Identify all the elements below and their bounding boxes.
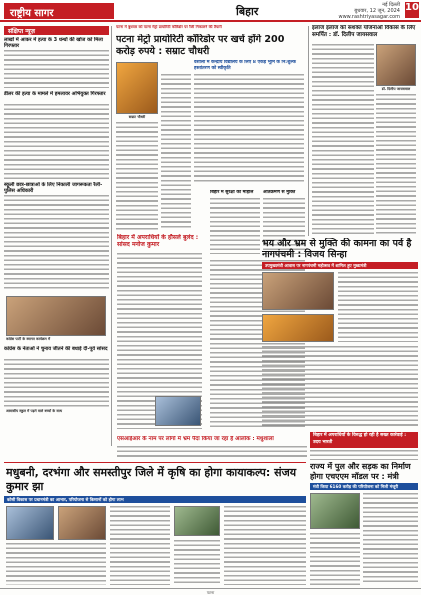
mid-headline-1: बिहार में अपराधियों के हौसले बुलंद : सांसद मनोज कुमार xyxy=(117,234,199,249)
right-headline: इलाज इलाज को सशक्त योजनाओं विकास के लिए समर्पित : डॉ. दिलीप जायसवाल xyxy=(312,25,416,38)
lead-article-col-2 xyxy=(161,74,191,230)
bottom-article-col-3 xyxy=(174,540,220,585)
feature-subhead: उपमुख्यमंत्री आवास पर नागपंचमी महोत्सव में शामिल हुए मुख्यमंत्री xyxy=(262,262,418,269)
bottom-article-col-1 xyxy=(6,543,106,585)
right-article-col-1 xyxy=(312,44,374,234)
mid-headline-3: बिहार में सुरक्षा का माहौल xyxy=(210,190,254,195)
feature-photo-2 xyxy=(262,314,334,342)
feature-photo-1 xyxy=(262,272,334,310)
website: www.rashtriyasagar.com xyxy=(338,14,400,20)
event-photo xyxy=(6,296,106,336)
bottom-photo-1 xyxy=(6,506,54,540)
page-number: 10 xyxy=(405,2,419,18)
left-article-4 xyxy=(4,359,109,407)
column-divider xyxy=(111,26,112,446)
right-photo xyxy=(376,44,416,86)
bottom-article-col-4 xyxy=(224,506,306,585)
masthead-info xyxy=(300,2,400,20)
banner-top-rule xyxy=(4,462,306,463)
right-article-col-2 xyxy=(376,94,416,234)
mid-article-2 xyxy=(117,446,307,460)
left-headline-4: कांग्रेस के नेताओं ने चुनाव जीतने की बधाई दी-पूर्व सांसद xyxy=(4,346,108,352)
left-article-3 xyxy=(4,195,109,291)
left-caption-1: कांग्रेस पार्टी के स्वागत कार्यक्रम में xyxy=(6,337,51,341)
lead-article-col-3 xyxy=(194,74,304,184)
bottom-photo-2 xyxy=(58,506,106,540)
lead-photo xyxy=(116,62,158,114)
feature-article-col-1 xyxy=(338,272,418,342)
mid-photo xyxy=(155,396,201,426)
right-bottom-photo xyxy=(310,493,360,529)
lead-article-col-1 xyxy=(116,122,158,230)
right-bottom-article-col-2 xyxy=(310,533,360,585)
left-headline-3: स्कूली छात्र-छात्राओं के लिए निकाली जागरूकता रैली-पुलिस अधिकारी xyxy=(4,182,103,194)
column-divider-right xyxy=(308,26,309,236)
lead-kicker: पटना में बुधवार को पटना मेट्रो प्रायोरिटी कॉरिडोर पर रैली निकालने की तैयारी xyxy=(116,25,222,29)
left-caption-2: आवासीय स्कूल में पढ़ने वाले बच्चों के साथ xyxy=(6,409,63,413)
right-bottom-subbar: मंत्री किया 6160 करोड़ की परियोजना को मिली मंजूरी xyxy=(310,483,418,490)
city: नई दिल्ली xyxy=(382,2,400,8)
left-article-1 xyxy=(4,50,109,88)
feature-headline: भय और भ्रम से मुक्ति की कामना का पर्व है नागपंचमी : विजय सिन्हा xyxy=(262,238,412,261)
date-line: बुधवार, 12 जून, 2024 xyxy=(354,8,400,14)
masthead xyxy=(0,0,421,22)
section-name: बिहार xyxy=(236,5,259,18)
paper-name: राष्ट्रीय सागर xyxy=(4,3,114,19)
page-footer: पटना xyxy=(0,588,421,595)
left-article-2 xyxy=(4,104,109,180)
mid-article-3 xyxy=(210,198,260,254)
left-headline-1: लाखों में आकर में हत्या के 3 धन्धोे की खोज को मिला गिरफ्तार xyxy=(4,37,103,49)
news-brief-header: संक्षिप्त न्यूज़ xyxy=(4,26,109,35)
lead-photo-caption: सम्राट चौधरी xyxy=(128,115,146,119)
right-redbar-article xyxy=(310,450,418,460)
mid-headline-4: अतिक्रमण से मुक्ति xyxy=(263,190,296,195)
right-bottom-article-col-1 xyxy=(363,493,418,585)
lead-headline: पटना मेट्रो प्रायोरिटी कॉरिडोर पर खर्च होंगे 200 करोड़ रुपये : सम्राट चौधरी xyxy=(116,34,285,57)
right-redbar: बिहार में अपराधियों के विरुद्ध हो रही है सख्त कार्रवाई : उदय भारती xyxy=(310,432,418,448)
lead-subhead: वैशाली में केन्द्रीय विद्यालय के लिए 8 एकड़ भूमि के नि:शुल्क हस्तांतरण को स्वीकृति xyxy=(194,60,296,71)
right-photo-caption: डॉ. दिलीप जायसवाल xyxy=(381,87,411,91)
bottom-photo-3 xyxy=(174,506,220,536)
bottom-banner-subbar: कोसी विकास पर प्रधानमंत्री का आभार, परियोजना से किसानों को होगा लाभ xyxy=(4,496,306,503)
left-headline-2: डीलर की हत्या के मामले में हमलावर अभियुक्त गिरफ्तार xyxy=(4,91,106,97)
right-bottom-headline: राज्य में पुल और सड़क का निर्माण होगा एचएएम मॉडल पर : मंत्री xyxy=(310,462,411,481)
bottom-banner-headline: मधुबनी, दरभंगा और समस्तीपुर जिले में कृषि का होगा कायाकल्प: संजय कुमार झा xyxy=(6,466,297,493)
feature-article-col-2 xyxy=(262,346,418,428)
mid-headline-2: एसआईआर के नाम पर लोगों में भ्रम पैदा किया जा रहा है आलोक : मधुशाला xyxy=(117,436,274,442)
bottom-article-col-2 xyxy=(110,506,170,585)
